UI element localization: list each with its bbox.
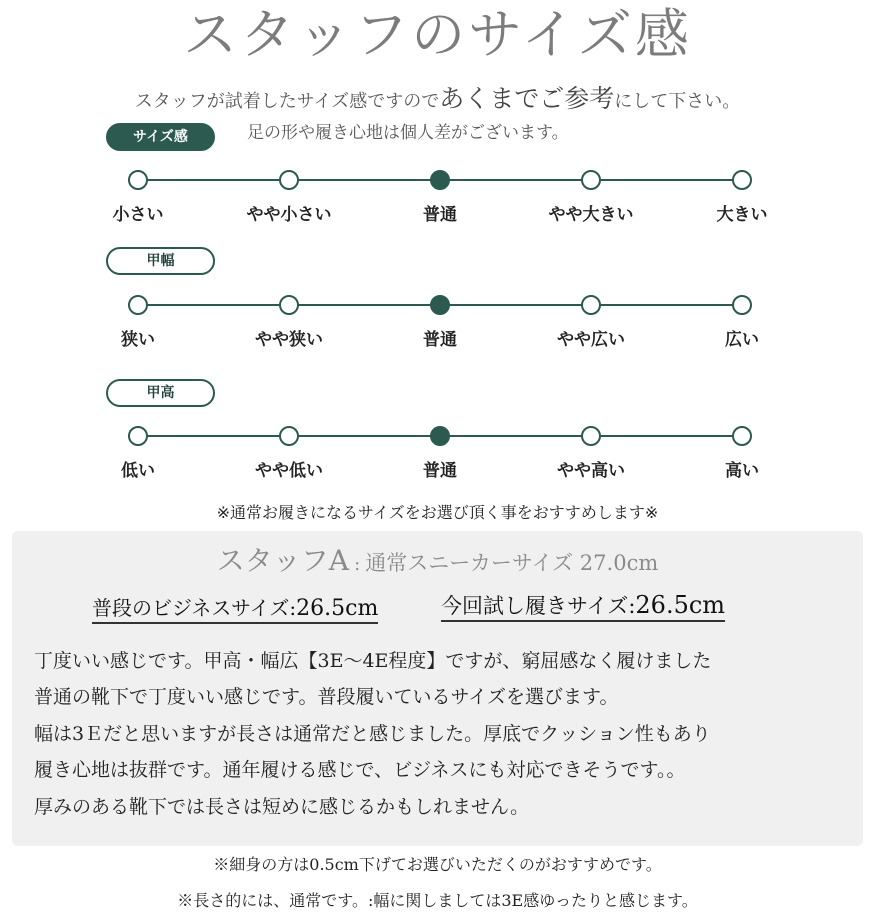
footnote-slim-feet: ※細身の方は0.5cm下げてお選びいただくのがおすすめです。 <box>213 855 662 874</box>
size-feel-dot-5[interactable] <box>732 170 752 190</box>
usual-size-label: 普段のビジネスサイズ: <box>92 596 297 620</box>
usual-size <box>92 592 378 621</box>
size-feel-dot-2[interactable] <box>279 170 299 190</box>
intro-emphasis: あくまでご参考 <box>439 84 615 113</box>
instep-height-dot-1[interactable] <box>128 426 148 446</box>
instep-height-pill <box>106 379 215 407</box>
instep-width-dot-4[interactable] <box>581 295 601 315</box>
instep-height-option-5: 高い <box>725 461 759 481</box>
size-feel-dot-3[interactable] <box>430 170 450 190</box>
review-comment-line: 丁度いい感じです。甲高・幅広【3E～4E程度】ですが、窮屈感なく履けました <box>34 650 712 672</box>
scale-label: サイズ感 <box>133 129 188 145</box>
instep-height-dot-2[interactable] <box>279 426 299 446</box>
staff-usual-size: 通常スニーカーサイズ 27.0cm <box>365 551 659 575</box>
tried-size-value: 26.5cm <box>635 591 726 619</box>
size-feel-option-5: 大きい <box>716 205 768 225</box>
scale-label: 甲幅 <box>146 253 175 269</box>
instep-width-dot-5[interactable] <box>732 295 752 315</box>
size-feel-option-1: 小さい <box>112 205 164 225</box>
instep-width-dot-1[interactable] <box>128 295 148 315</box>
usual-size-value: 26.5cm <box>296 596 379 621</box>
tried-size-label: 今回試し履きサイズ: <box>441 594 636 618</box>
instep-height-option-4: やや高い <box>557 461 625 481</box>
review-comment-line: 履き心地は抜群です。通年履ける感じで、ビジネスにも対応できそうです。。 <box>34 759 686 782</box>
instep-height-option-3: 普通 <box>423 461 457 481</box>
scale-label: 甲高 <box>146 385 175 401</box>
instep-height-dot-4[interactable] <box>581 426 601 446</box>
instep-height-option-1: 低い <box>121 461 155 481</box>
size-feel-option-3: 普通 <box>423 205 457 225</box>
size-recommendation-note: ※通常お履きになるサイズをお選び頂く事をおすすめします※ <box>216 503 659 522</box>
intro-text-post: にして下さい。 <box>614 91 741 112</box>
staff-header <box>0 539 875 579</box>
review-comment-line: 普通の靴下で丁度いい感じです。普段履いているサイズを選びます。 <box>34 686 619 709</box>
intro-line-1 <box>0 82 875 119</box>
instep-width-option-5: 広い <box>725 330 759 350</box>
tried-size <box>441 590 725 620</box>
instep-width-option-2: やや狭い <box>255 330 323 350</box>
instep-height-dot-5[interactable] <box>732 426 752 446</box>
size-feel-option-4: やや大きい <box>548 205 634 225</box>
instep-width-pill <box>106 247 215 275</box>
instep-width-dot-2[interactable] <box>279 295 299 315</box>
size-feel-pill <box>106 123 215 151</box>
staff-name: スタッフA <box>216 544 349 577</box>
page-title: スタッフのサイズ感 <box>183 3 692 66</box>
review-comment-line: 幅は3Ｅだと思いますが長さは通常だと感じました。厚底でクッション性もあり <box>34 722 711 745</box>
review-comment <box>34 643 849 825</box>
instep-width-option-4: やや広い <box>557 330 625 350</box>
intro-line-2: 足の形や履き心地は個人差がございます。 <box>247 123 569 143</box>
staff-separator: : <box>354 554 361 575</box>
instep-width-option-1: 狭い <box>121 330 155 350</box>
intro-text-pre: スタッフが試着したサイズ感ですので <box>134 91 440 112</box>
size-feel-dot-4[interactable] <box>581 170 601 190</box>
size-feel-option-2: やや小さい <box>246 205 332 225</box>
instep-height-dot-3[interactable] <box>430 426 450 446</box>
instep-width-dot-3[interactable] <box>430 295 450 315</box>
review-comment-line: 厚みのある靴下では長さは短めに感じるかもしれません。 <box>34 795 530 818</box>
instep-width-option-3: 普通 <box>423 330 457 350</box>
instep-height-option-2: やや低い <box>255 461 323 481</box>
footnote-length-width: ※長さ的には、通常です。:幅に関しましては3E感ゆったりと感じます。 <box>177 891 698 910</box>
size-feel-dot-1[interactable] <box>128 170 148 190</box>
